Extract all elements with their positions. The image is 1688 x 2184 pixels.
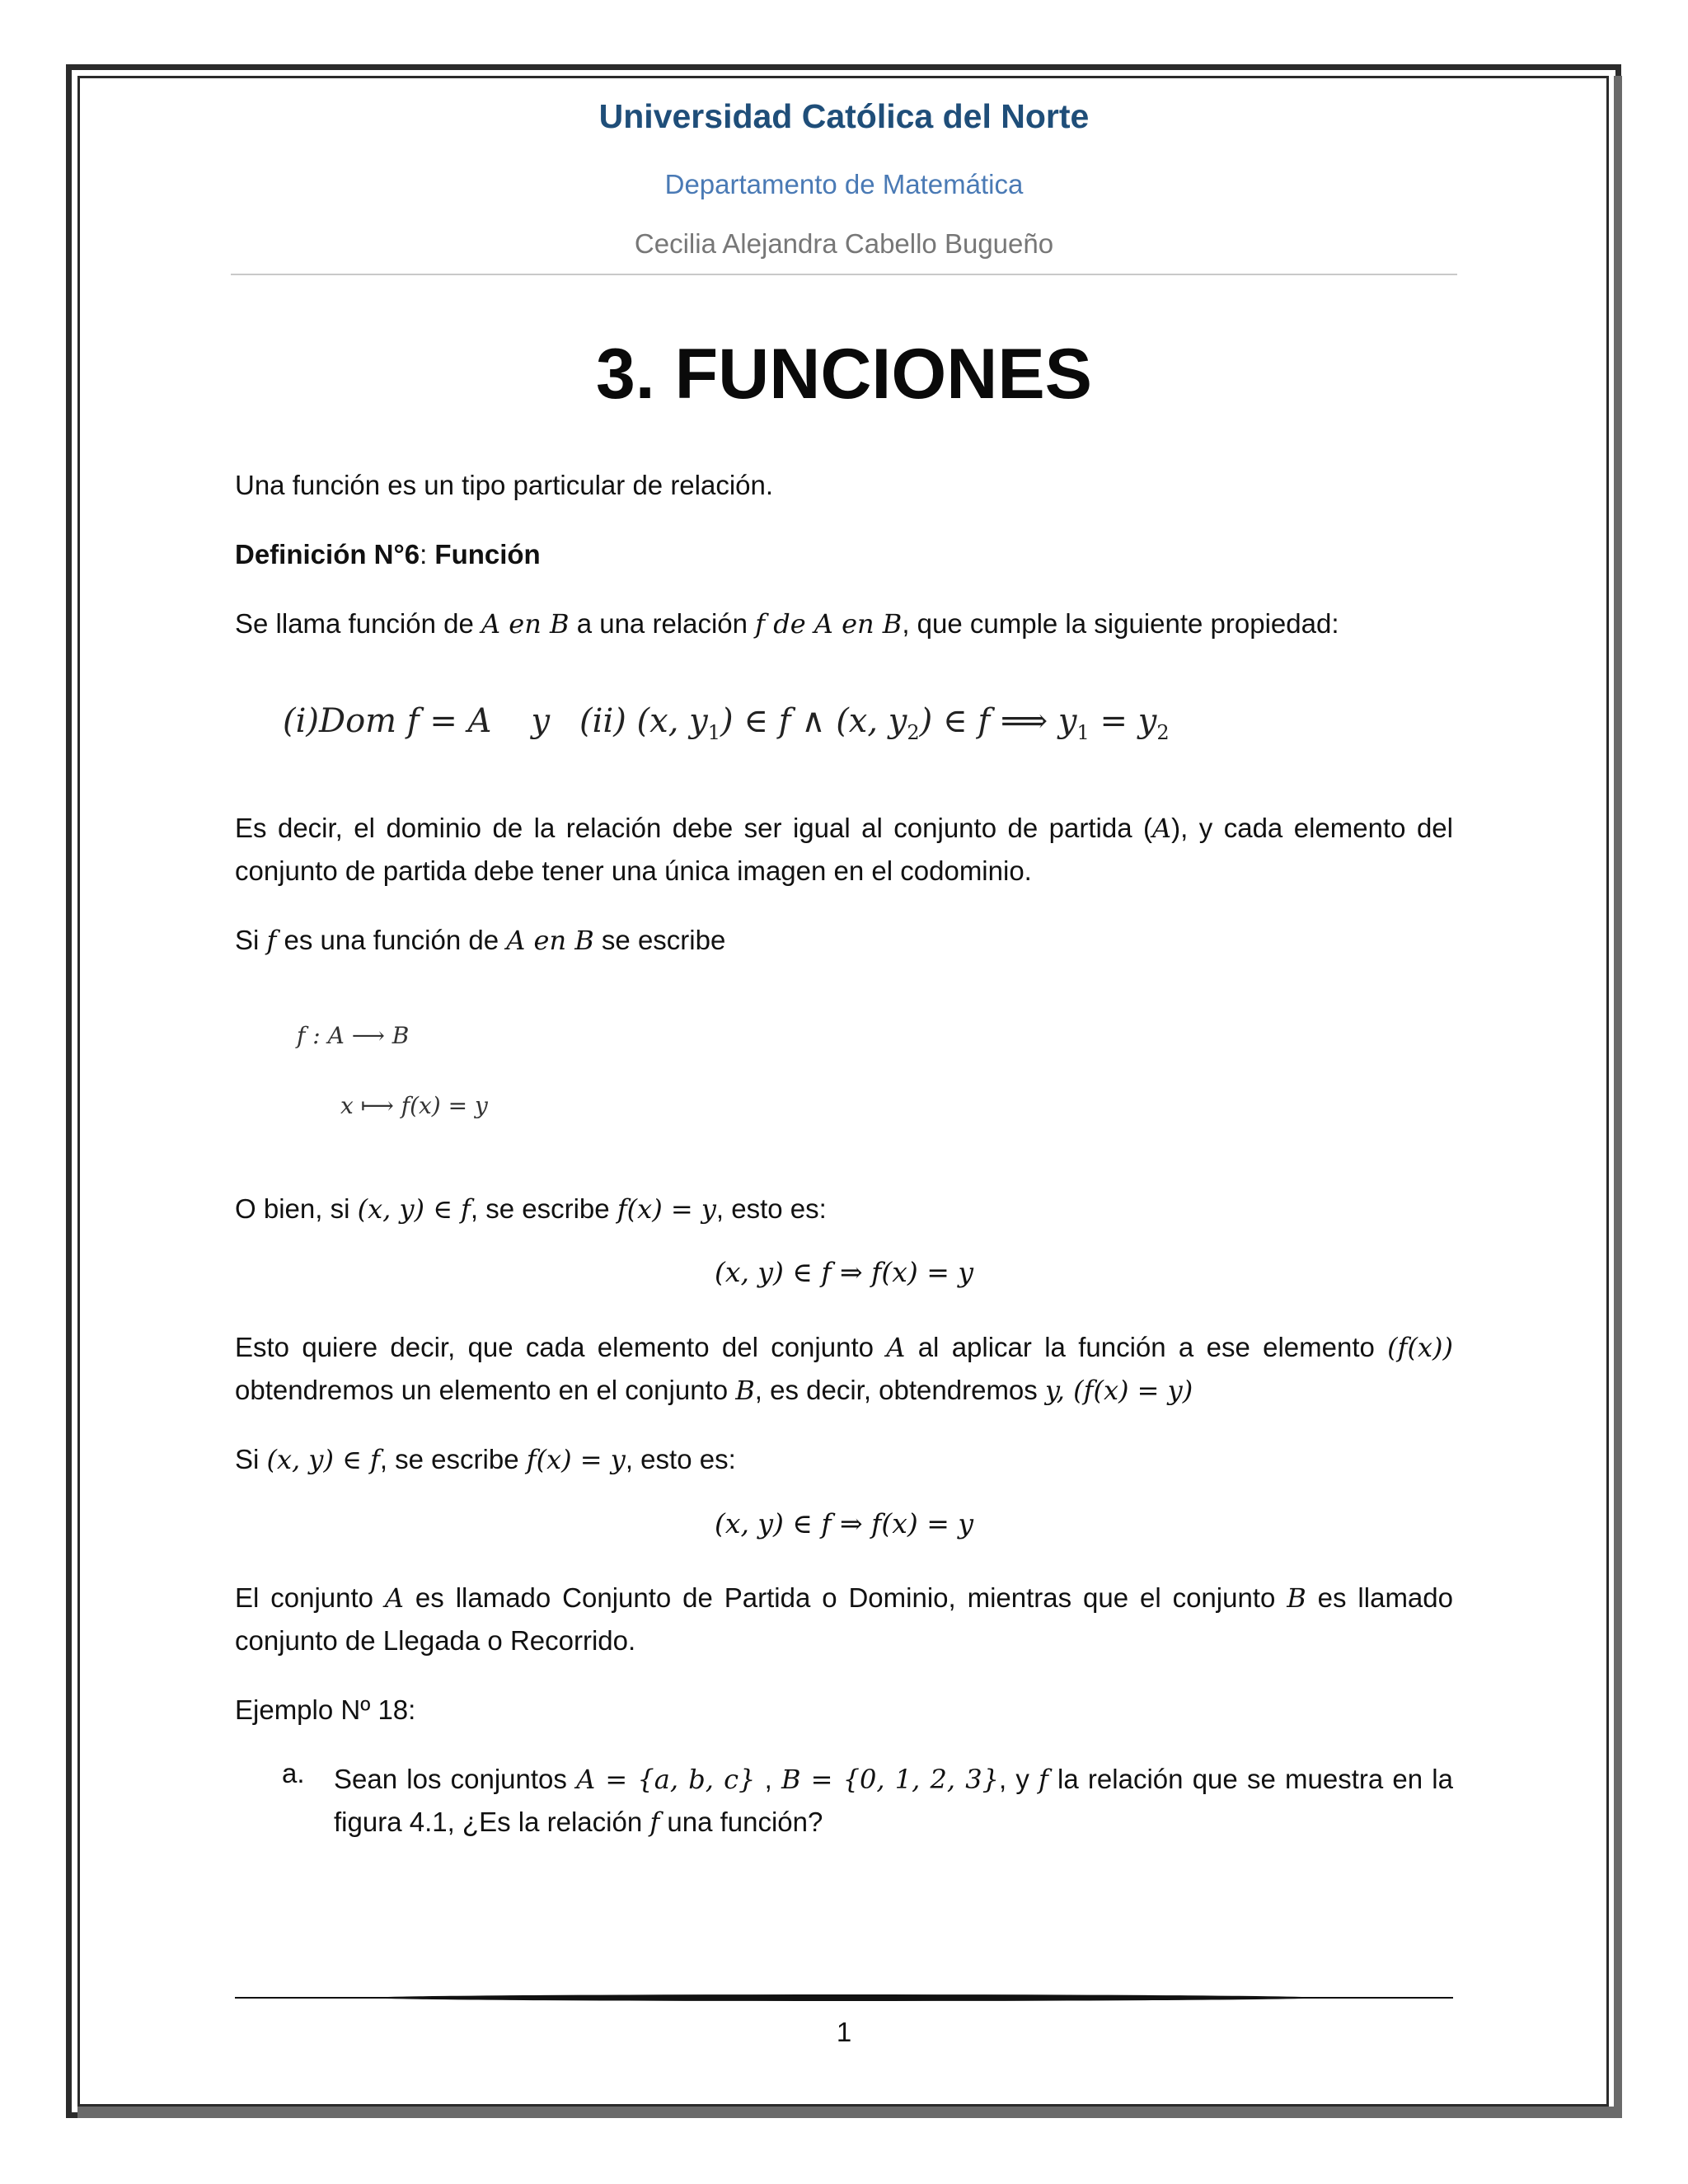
- item-a-l2-pre: figura 4.1, ¿Es la relación: [334, 1807, 650, 1837]
- si2-post: , esto es:: [625, 1444, 736, 1474]
- definition-separator: :: [420, 539, 435, 569]
- es-decir-post: ), y cada elemento del: [1171, 813, 1453, 843]
- footer-divider-accent: [371, 1994, 1319, 2001]
- si-xy-paragraph: [235, 1438, 1453, 1481]
- notation-line-2: [340, 1092, 488, 1119]
- math-f-de-A-en-B: f de A en B: [755, 608, 903, 640]
- esto-quiere-l2-mid: , es decir, obtendremos: [754, 1375, 1045, 1405]
- university-name: Universidad Católica del Norte: [598, 97, 1090, 135]
- math-fx-paren: (f(x)): [1387, 1332, 1453, 1363]
- esto-quiere-line-2: [235, 1369, 1453, 1412]
- formula-part-1: (i)Dom f = A: [283, 702, 492, 740]
- notation-rule: x ⟼ f(x) = y: [340, 1092, 488, 1119]
- o-bien-pre: O bien, si: [235, 1193, 358, 1224]
- formula-sub-3: 1: [1076, 721, 1090, 744]
- es-decir-line-2: conjunto de partida debe tener una única imagen en el codominio.: [235, 855, 1032, 886]
- si-f-pre: Si: [235, 925, 267, 955]
- formula-part-5: = y: [1089, 702, 1157, 740]
- si-f-post: se escribe: [593, 925, 726, 955]
- def-text-post: , que cumple la siguiente propiedad:: [902, 608, 1339, 639]
- definition-name: Función: [434, 539, 541, 569]
- o-bien-paragraph: [235, 1188, 1453, 1230]
- conjunto-line-1: [235, 1577, 1453, 1619]
- example-heading: Ejemplo Nº 18:: [235, 1694, 416, 1725]
- formula-sub-2: 2: [907, 721, 920, 744]
- formula-part-3: ) ∈ f ∧ (x, y: [720, 702, 907, 740]
- item-a-pre: Sean los conjuntos: [334, 1764, 577, 1794]
- conjunto-mid: es llamado Conjunto de Partida o Dominio, mientras que el conjunto: [404, 1582, 1287, 1613]
- o-bien-post: , esto es:: [715, 1193, 827, 1224]
- math-set-B: B = {0, 1, 2, 3}: [781, 1764, 999, 1795]
- math-A-3: A: [886, 1332, 906, 1363]
- si-f-mid: es una función de: [276, 925, 507, 955]
- notation-line-1: [297, 1022, 409, 1049]
- formula-part-4: ) ∈ f ⟹ y: [919, 702, 1077, 740]
- math-A: A: [1152, 813, 1172, 844]
- esto-quiere-mid: al aplicar la función a ese elemento: [905, 1332, 1388, 1362]
- item-a-comma: ,: [755, 1764, 781, 1794]
- math-y-fx: y, (f(x) = y): [1044, 1375, 1193, 1406]
- math-B: B: [735, 1375, 755, 1406]
- item-a-line-2: [334, 1801, 1453, 1844]
- page-border-shadow-bottom: [77, 2107, 1622, 2118]
- department-name: Departamento de Matemática: [664, 169, 1024, 199]
- intro-paragraph: Una función es un tipo particular de relación.: [235, 470, 774, 500]
- conjunto-post: es llamado: [1306, 1582, 1453, 1613]
- page-number: 1: [836, 2017, 852, 2047]
- function-property-formula: [283, 702, 1170, 744]
- math-A-4: A: [384, 1582, 405, 1614]
- definition-label: Definición N°6: [235, 539, 420, 569]
- formula-y: y: [531, 702, 551, 740]
- esto-quiere-line-1: [235, 1326, 1453, 1369]
- item-a-l2-post: una función?: [659, 1807, 823, 1837]
- conjunto-line-2: conjunto de Llegada o Recorrido.: [235, 1625, 636, 1656]
- equation-1: [235, 1256, 1453, 1288]
- es-decir-pre: Es decir, el dominio de la relación debe ser igual al conjunto de partida (: [235, 813, 1153, 843]
- math-A-en-B: A en B: [481, 608, 570, 640]
- formula-part-2: (ii) (x, y: [579, 702, 708, 740]
- math-A-en-B-2: A en B: [506, 925, 594, 956]
- conjunto-pre: El conjunto: [235, 1582, 385, 1613]
- equation-2: [235, 1507, 1453, 1540]
- def-text-mid: a una relación: [569, 608, 756, 639]
- math-set-A: A = {a, b, c}: [576, 1764, 756, 1795]
- formula-sub-1: 1: [707, 721, 721, 744]
- equation-2-text: (x, y) ∈ f ⇒ f(x) = y: [714, 1507, 974, 1540]
- page-title: 3. FUNCIONES: [595, 335, 1093, 414]
- math-xy-in-f-2: (x, y) ∈ f: [266, 1444, 380, 1475]
- list-item-marker: a.: [282, 1758, 305, 1788]
- notation-mapping: f : A ⟶ B: [297, 1022, 410, 1049]
- esto-quiere-pre: Esto quiere decir, que cada elemento del conjunto: [235, 1332, 887, 1362]
- item-a-mid: , y: [998, 1764, 1039, 1794]
- o-bien-mid: , se escribe: [470, 1193, 617, 1224]
- math-f: f: [266, 925, 277, 956]
- item-a-post: la relación que se muestra en la: [1048, 1764, 1453, 1794]
- page-border-shadow-right: [1614, 76, 1622, 2118]
- si-f-paragraph: [235, 919, 1453, 962]
- math-fx-eq-y: f(x) = y: [617, 1193, 716, 1225]
- definition-text: [235, 602, 1453, 645]
- esto-quiere-l2-pre: obtendremos un elemento en el conjunto: [235, 1375, 736, 1405]
- item-a-line-1: [334, 1758, 1453, 1801]
- definition-heading: [235, 533, 1453, 576]
- si2-pre: Si: [235, 1444, 267, 1474]
- math-fx-eq-y-2: f(x) = y: [526, 1444, 626, 1475]
- equation-1-text: (x, y) ∈ f ⇒ f(x) = y: [714, 1256, 974, 1288]
- def-text-pre: Se llama función de: [235, 608, 482, 639]
- math-xy-in-f: (x, y) ∈ f: [357, 1193, 471, 1225]
- math-f-3: f: [649, 1807, 660, 1838]
- si2-mid: , se escribe: [379, 1444, 527, 1474]
- header-divider: [231, 274, 1457, 275]
- formula-sub-4: 2: [1156, 721, 1170, 744]
- author-name: Cecilia Alejandra Cabello Bugueño: [634, 228, 1054, 259]
- es-decir-line-1: [235, 807, 1453, 850]
- math-f-2: f: [1039, 1764, 1048, 1795]
- math-B-2: B: [1287, 1582, 1306, 1614]
